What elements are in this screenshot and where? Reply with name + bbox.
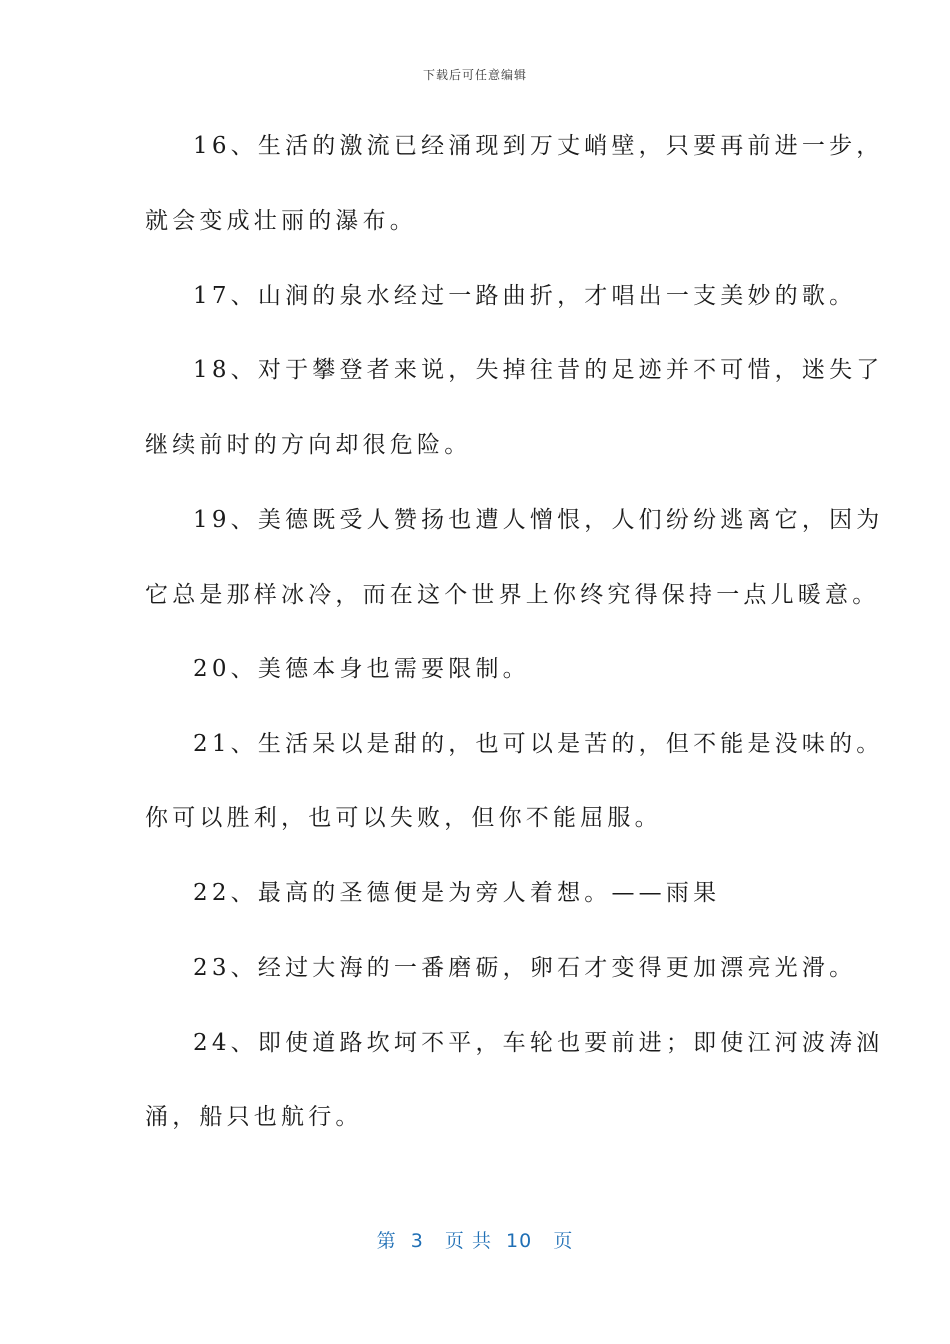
paragraph-line: 16、生活的激流已经涌现到万丈峭壁，只要再前进一步， [193,133,884,159]
paragraph-line: 22、最高的圣德便是为旁人着想。——雨果 [193,880,721,906]
paragraph-line: 17、山涧的泉水经过一路曲折，才唱出一支美妙的歌。 [193,283,857,309]
paragraph-line: 18、对于攀登者来说，失掉往昔的足迹并不可惜，迷失了 [193,357,884,383]
paragraph-line: 继续前时的方向却很危险。 [145,432,472,458]
paragraph-line: 20、美德本身也需要限制。 [193,656,530,682]
paragraph-line: 它总是那样冰冷，而在这个世界上你终究得保持一点儿暖意。 [145,582,880,608]
paragraph-line: 21、生活呆以是甜的，也可以是苦的，但不能是没味的。 [193,731,884,757]
paragraph-line: 涌，船只也航行。 [145,1104,363,1130]
paragraph-line: 24、即使道路坎坷不平，车轮也要前进；即使江河波涛汹 [193,1030,884,1056]
header-note: 下载后可任意编辑 [422,68,527,82]
paragraph-line: 23、经过大海的一番磨砺，卵石才变得更加漂亮光滑。 [193,955,857,981]
page-number-footer: 第 3 页 共 10 页 [376,1230,574,1252]
paragraph-line: 19、美德既受人赞扬也遭人憎恨，人们纷纷逃离它，因为 [193,507,884,533]
paragraph-line: 就会变成壮丽的瀑布。 [145,208,417,234]
paragraph-line: 你可以胜利，也可以失败，但你不能屈服。 [145,805,662,831]
